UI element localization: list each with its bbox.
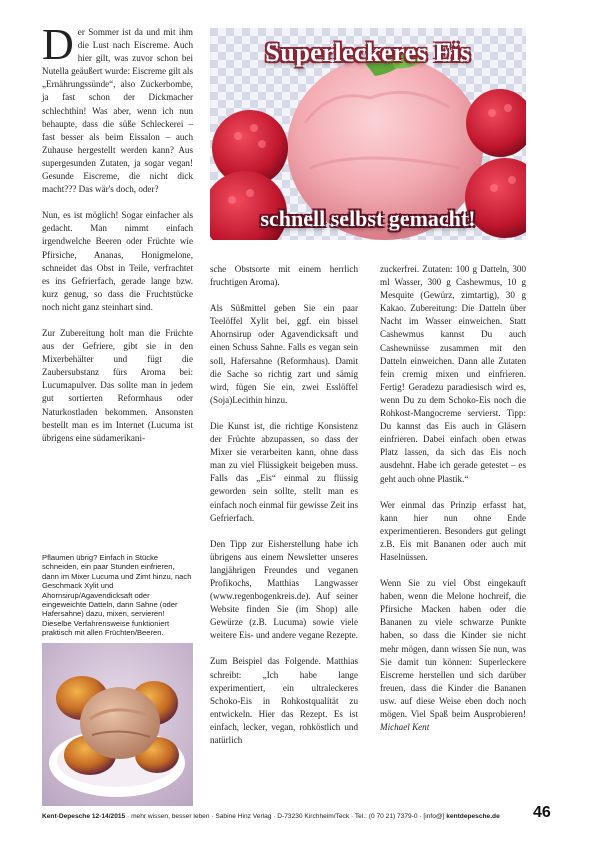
drop-cap: D bbox=[42, 20, 74, 69]
footer-details: · mehr wissen, besser leben · Sabine Hinz Verlag · D-73230 Kirchheim/Teck · Tel.: (0 70 21) 7379-0 · [info@] bbox=[125, 813, 447, 820]
paragraph: sche Obstsorte mit einem herrlich fruchtigen Aroma). bbox=[210, 264, 358, 288]
intro-text: er Sommer ist da und mit ihm die Lust nach Eiscreme. Auch hier gilt, was zuvor schon bei Nutella geäußert wurde: Eiscreme gilt als „Ernährungssünde“, also Zuckerbombe, ja fast schon der Dickmacher schlechthin! Was aber, wenn ich nun behaupte, dass die süße Schleckerei – fast besser als beim Eissalon – auch Zuhause hergestellt werden kann? Aus supergesunden Zutaten, ja sogar vegan! Gesunde Eiscreme, die nicht dick macht??? Das wär's doch, oder? bbox=[42, 27, 193, 195]
hero-image bbox=[210, 28, 526, 240]
article-column-1 bbox=[42, 20, 193, 458]
closing-text: Wenn Sie zu viel Obst eingekauft haben, wenn die Melone hochreif, die Pfirsiche Macken haben oder die Bananen zu viele schwarze Punkte haben, so dass die Kinder sie nicht mehr mögen, dann wissen Sie nun, was Sie damit tun können: Superleckere Eiscreme herstellen und sich darüber freuen, dass die Kinder die Bananen usw. auf diese Weise eben doch noch mögen. Viel Spaß beim Ausprobieren! bbox=[380, 578, 526, 719]
paragraph: Zum Beispiel das Folgende. Matthias schreibt: „Ich habe lange experimentiert, ein ultraleckeres Schoko-Eis in Rohkostqualität zu entwickeln. Hier das Rezept. Es ist einfach, lecker, vegan, rohköstlich und natürlich bbox=[210, 656, 358, 745]
hero-title: Superleckeres Eis bbox=[265, 38, 471, 67]
plum-ice-cream-illustration bbox=[42, 643, 193, 806]
plum-ice-cream-photo bbox=[42, 643, 193, 806]
paragraph: Den Tipp zur Eisherstellung habe ich übrigens aus einem Newsletter unseres langjährigen Freundes und veganen Profikochs, Matthias Langwasser (www.regenbogenkreis.de). Auf seiner Website finden Sie (im Shop) alle Gewürze (z.B. Lucuma) sowie viele weitere Eis- und andere vegane Rezepte. bbox=[210, 538, 358, 641]
footer-website: kentdepesche.de bbox=[446, 813, 500, 820]
page-footer bbox=[42, 810, 562, 824]
article-column-3 bbox=[380, 263, 526, 747]
paragraph: Zur Zubereitung holt man die Früchte aus der Gefriere, gibt sie in den Mixerbehälter und fügt die Zaubersubstanz fürs Aroma bei: Lucumapulver. Das sollte man in jedem gut sortierten Reformhaus oder Naturkostladen bekommen. Ansonsten bestellt man es im Internet (Lucuma ist übrigens eine südamerikani- bbox=[42, 327, 193, 443]
tip-caption: Pflaumen übrig? Einfach in Stücke schneiden, ein paar Stunden einfrieren, dann im Mixer Lucuma und Zimt hinzu, nach Geschmack Xylit und Ahornsirup/Agavendicksaft oder eingeweichte Datteln, dann Sahne (oder Hafersahne) dazu, mixen, servieren! Dieselbe Verfahrensweise funktioniert praktisch mit allen Früchten/Beeren. bbox=[42, 553, 192, 638]
paragraph: Als Süßmittel geben Sie ein paar Teelöffel Xylit bei, ggf. ein bissel Ahornsirup oder Agavendicksaft und einen Schuss Sahne. Falls es vegan sein soll, Hafersahne (Reformhaus). Damit die Sache so richtig zart und sämig wird, fügen Sie ein, zwei Esslöffel (Soja)Lecithin hinzu. bbox=[210, 303, 358, 405]
author-name: Michael Kent bbox=[380, 722, 430, 733]
hero-subtitle: schnell selbst gemacht! bbox=[260, 206, 476, 231]
paragraph: Wer einmal das Prinzip erfasst hat, kann hier nun ohne Ende experimentieren. Besonders gut gelingt z.B. Eis mit Bananen oder auch mit Haselnüssen. bbox=[380, 499, 526, 562]
paragraph: zuckerfrei. Zutaten: 100 g Datteln, 300 ml Wasser, 300 g Cashewmus, 10 g Mesquite (Gewürz, zimtartig), 30 g Kakao. Zubereitung: Die Datteln über Nacht im Wasser einweichen. Statt Cashewmus kannst Du auch Cashewnüsse zusammen mit den Datteln einweichen. Dann alle Zutaten fein cremig mixen und einfrieren. Fertig! Geradezu paradiesisch wird es, wenn Du zu dem Schoko-Eis noch die Rohkost-Mangocreme servierst. Tipp: Du kannst das Eis auch in Gläsern einfrieren. Dabei einfach oben etwas Platz lassen, da sich das Eis noch ausdehnt. Habe ich gerade getestet – es geht auch ohne Plastik.“ bbox=[380, 264, 526, 484]
paragraph bbox=[380, 577, 526, 734]
page-number: 46 bbox=[533, 804, 551, 821]
article-column-2 bbox=[210, 263, 358, 760]
intro-paragraph bbox=[42, 20, 193, 196]
paragraph: Die Kunst ist, die richtige Konsistenz der Früchte abzupassen, so dass der Mixer sie verarbeiten kann, ohne dass man zu viel Flüssigkeit beigeben muss. Falls das „Eis“ einmal zu flüssig geworden sein sollte, stellt man es einfach noch einmal für gewisse Zeit ins Gefrierfach. bbox=[210, 420, 358, 523]
paragraph: Nun, es ist möglich! Sogar einfacher als gedacht. Man nimmt einfach irgendwelche Beeren oder Früchte wie Pfirsiche, Ananas, Honigmelone, schneidet das Obst in Teile, verfrachtet es ins Gefrierfach, gerade lange bzw. kurz genug, so dass die Fruchtstücke noch nicht ganz steinhart sind. bbox=[42, 210, 193, 312]
magazine-issue: Kent-Depesche 12-14/2015 bbox=[42, 813, 126, 820]
